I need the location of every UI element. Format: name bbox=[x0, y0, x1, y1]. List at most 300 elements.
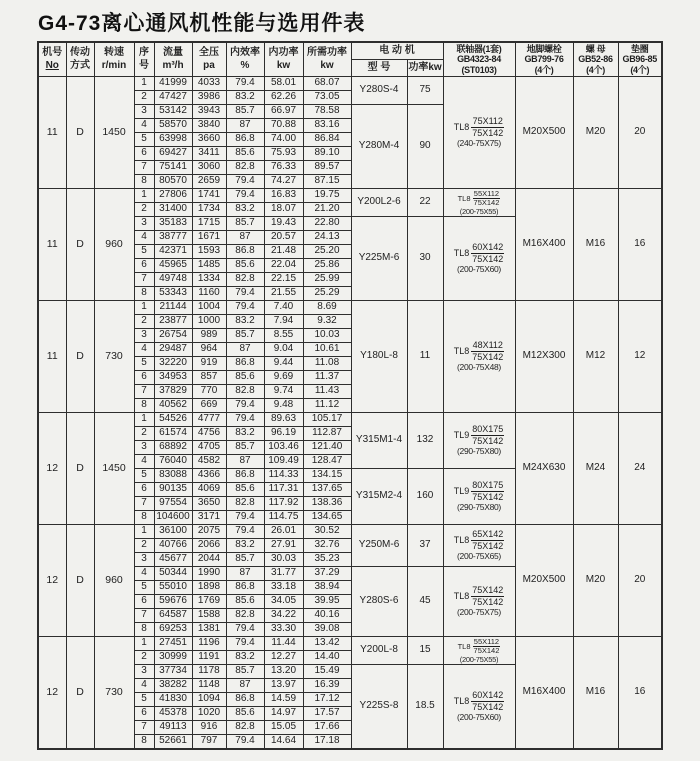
cell-required-power: 11.12 bbox=[303, 399, 351, 413]
cell-machine-no: 11 bbox=[38, 77, 66, 189]
cell-washer: 12 bbox=[618, 301, 662, 413]
cell-pressure: 1160 bbox=[192, 287, 226, 301]
cell-seq: 6 bbox=[134, 483, 154, 497]
cell-required-power: 11.37 bbox=[303, 371, 351, 385]
col-header-drive-mode: 传动 方式 bbox=[66, 42, 94, 77]
cell-washer: 16 bbox=[618, 189, 662, 301]
cell-required-power: 128.47 bbox=[303, 455, 351, 469]
cell-efficiency: 79.4 bbox=[226, 189, 264, 203]
cell-coupling: TL8 $\frac{48X112}{75X142}$ (200-75X48) bbox=[443, 301, 515, 413]
cell-pressure: 4366 bbox=[192, 469, 226, 483]
cell-flow: 31400 bbox=[154, 203, 192, 217]
cell-efficiency: 87 bbox=[226, 455, 264, 469]
cell-flow: 83088 bbox=[154, 469, 192, 483]
cell-speed: 730 bbox=[94, 301, 134, 413]
cell-motor-power: 37 bbox=[407, 525, 443, 567]
cell-seq: 8 bbox=[134, 287, 154, 301]
cell-pressure: 4705 bbox=[192, 441, 226, 455]
cell-pressure: 2659 bbox=[192, 175, 226, 189]
cell-required-power: 35.23 bbox=[303, 553, 351, 567]
cell-washer: 20 bbox=[618, 525, 662, 637]
cell-flow: 42371 bbox=[154, 245, 192, 259]
header-row-1 bbox=[38, 42, 662, 60]
cell-internal-power: 117.92 bbox=[264, 497, 303, 511]
cell-pressure: 1094 bbox=[192, 693, 226, 707]
cell-internal-power: 20.57 bbox=[264, 231, 303, 245]
cell-required-power: 11.08 bbox=[303, 357, 351, 371]
cell-anchor-bolt: M16X400 bbox=[515, 637, 573, 750]
cell-internal-power: 14.97 bbox=[264, 707, 303, 721]
col-header-motor-power: 功率kw bbox=[407, 60, 443, 77]
cell-coupling: TL8 $\frac{75X112}{75X142}$ (240-75X75) bbox=[443, 77, 515, 189]
cell-internal-power: 9.04 bbox=[264, 343, 303, 357]
cell-flow: 49113 bbox=[154, 721, 192, 735]
cell-flow: 26754 bbox=[154, 329, 192, 343]
cell-efficiency: 86.8 bbox=[226, 581, 264, 595]
cell-seq: 1 bbox=[134, 413, 154, 427]
cell-internal-power: 114.75 bbox=[264, 511, 303, 525]
cell-efficiency: 86.8 bbox=[226, 693, 264, 707]
cell-seq: 4 bbox=[134, 567, 154, 581]
cell-coupling: TL8 $\frac{60X142}{75X142}$ (200-75X60) bbox=[443, 665, 515, 750]
cell-internal-power: 62.26 bbox=[264, 91, 303, 105]
cell-seq: 7 bbox=[134, 721, 154, 735]
cell-coupling: TL8 $\frac{65X142}{75X142}$ (200-75X65) bbox=[443, 525, 515, 567]
cell-internal-power: 9.69 bbox=[264, 371, 303, 385]
cell-internal-power: 66.97 bbox=[264, 105, 303, 119]
page-title: G4-73离心通风机性能与选用件表 bbox=[38, 12, 366, 35]
cell-speed: 730 bbox=[94, 637, 134, 750]
table-row bbox=[38, 413, 662, 427]
cell-seq: 4 bbox=[134, 455, 154, 469]
cell-flow: 64587 bbox=[154, 609, 192, 623]
cell-flow: 21144 bbox=[154, 301, 192, 315]
cell-flow: 97554 bbox=[154, 497, 192, 511]
cell-seq: 4 bbox=[134, 679, 154, 693]
cell-pressure: 3060 bbox=[192, 161, 226, 175]
cell-internal-power: 16.83 bbox=[264, 189, 303, 203]
cell-required-power: 138.36 bbox=[303, 497, 351, 511]
cell-flow: 80570 bbox=[154, 175, 192, 189]
cell-motor-model: Y315M1-4 bbox=[351, 413, 407, 469]
cell-pressure: 857 bbox=[192, 371, 226, 385]
cell-efficiency: 83.2 bbox=[226, 315, 264, 329]
cell-seq: 8 bbox=[134, 623, 154, 637]
cell-seq: 2 bbox=[134, 539, 154, 553]
cell-flow: 27806 bbox=[154, 189, 192, 203]
cell-pressure: 916 bbox=[192, 721, 226, 735]
cell-seq: 1 bbox=[134, 301, 154, 315]
cell-seq: 6 bbox=[134, 147, 154, 161]
cell-internal-power: 26.01 bbox=[264, 525, 303, 539]
cell-speed: 1450 bbox=[94, 77, 134, 189]
cell-internal-power: 14.64 bbox=[264, 735, 303, 750]
col-header-washer: 垫圈 GB96-85 (4个) bbox=[618, 42, 662, 77]
cell-efficiency: 79.4 bbox=[226, 637, 264, 651]
cell-pressure: 797 bbox=[192, 735, 226, 750]
cell-required-power: 39.08 bbox=[303, 623, 351, 637]
cell-seq: 5 bbox=[134, 469, 154, 483]
cell-seq: 8 bbox=[134, 175, 154, 189]
col-header-speed: 转速 r/min bbox=[94, 42, 134, 77]
cell-motor-model: Y250M-6 bbox=[351, 525, 407, 567]
cell-seq: 8 bbox=[134, 735, 154, 750]
cell-efficiency: 83.2 bbox=[226, 203, 264, 217]
cell-seq: 4 bbox=[134, 231, 154, 245]
cell-pressure: 1898 bbox=[192, 581, 226, 595]
cell-pressure: 1734 bbox=[192, 203, 226, 217]
cell-seq: 7 bbox=[134, 609, 154, 623]
cell-required-power: 25.99 bbox=[303, 273, 351, 287]
cell-internal-power: 7.94 bbox=[264, 315, 303, 329]
cell-required-power: 10.03 bbox=[303, 329, 351, 343]
cell-pressure: 3943 bbox=[192, 105, 226, 119]
cell-efficiency: 85.7 bbox=[226, 217, 264, 231]
cell-pressure: 3840 bbox=[192, 119, 226, 133]
cell-required-power: 19.75 bbox=[303, 189, 351, 203]
cell-required-power: 87.15 bbox=[303, 175, 351, 189]
cell-seq: 6 bbox=[134, 259, 154, 273]
cell-seq: 7 bbox=[134, 497, 154, 511]
cell-internal-power: 11.44 bbox=[264, 637, 303, 651]
cell-motor-power: 45 bbox=[407, 567, 443, 637]
cell-machine-no: 11 bbox=[38, 189, 66, 301]
cell-nut: M20 bbox=[573, 525, 618, 637]
cell-pressure: 1148 bbox=[192, 679, 226, 693]
col-header-internal-power: 内功率 kw bbox=[264, 42, 303, 77]
cell-efficiency: 85.6 bbox=[226, 595, 264, 609]
cell-required-power: 17.18 bbox=[303, 735, 351, 750]
cell-motor-power: 11 bbox=[407, 301, 443, 413]
cell-internal-power: 117.31 bbox=[264, 483, 303, 497]
cell-internal-power: 19.43 bbox=[264, 217, 303, 231]
cell-pressure: 770 bbox=[192, 385, 226, 399]
cell-flow: 90135 bbox=[154, 483, 192, 497]
cell-efficiency: 87 bbox=[226, 343, 264, 357]
cell-pressure: 1593 bbox=[192, 245, 226, 259]
cell-efficiency: 79.4 bbox=[226, 623, 264, 637]
cell-pressure: 4756 bbox=[192, 427, 226, 441]
cell-coupling: TL8 $\frac{60X142}{75X142}$ (200-75X60) bbox=[443, 217, 515, 301]
cell-seq: 3 bbox=[134, 441, 154, 455]
cell-internal-power: 33.30 bbox=[264, 623, 303, 637]
cell-seq: 5 bbox=[134, 133, 154, 147]
cell-flow: 58570 bbox=[154, 119, 192, 133]
cell-required-power: 15.49 bbox=[303, 665, 351, 679]
cell-internal-power: 18.07 bbox=[264, 203, 303, 217]
cell-pressure: 4777 bbox=[192, 413, 226, 427]
cell-speed: 960 bbox=[94, 525, 134, 637]
cell-required-power: 13.42 bbox=[303, 637, 351, 651]
cell-efficiency: 85.6 bbox=[226, 147, 264, 161]
cell-internal-power: 96.19 bbox=[264, 427, 303, 441]
cell-seq: 6 bbox=[134, 595, 154, 609]
cell-seq: 7 bbox=[134, 161, 154, 175]
cell-efficiency: 86.8 bbox=[226, 245, 264, 259]
cell-required-power: 105.17 bbox=[303, 413, 351, 427]
cell-pressure: 989 bbox=[192, 329, 226, 343]
table-row bbox=[38, 301, 662, 315]
cell-seq: 4 bbox=[134, 343, 154, 357]
table-body bbox=[38, 77, 662, 750]
cell-flow: 50344 bbox=[154, 567, 192, 581]
cell-pressure: 1004 bbox=[192, 301, 226, 315]
cell-pressure: 2044 bbox=[192, 553, 226, 567]
cell-internal-power: 114.33 bbox=[264, 469, 303, 483]
cell-motor-model: Y225M-6 bbox=[351, 217, 407, 301]
cell-efficiency: 85.7 bbox=[226, 105, 264, 119]
cell-drive-mode: D bbox=[66, 77, 94, 189]
cell-internal-power: 8.55 bbox=[264, 329, 303, 343]
cell-flow: 36100 bbox=[154, 525, 192, 539]
cell-drive-mode: D bbox=[66, 637, 94, 750]
cell-internal-power: 7.40 bbox=[264, 301, 303, 315]
cell-speed: 1450 bbox=[94, 413, 134, 525]
cell-efficiency: 79.4 bbox=[226, 287, 264, 301]
cell-required-power: 25.29 bbox=[303, 287, 351, 301]
cell-nut: M24 bbox=[573, 413, 618, 525]
cell-motor-model: Y280S-4 bbox=[351, 77, 407, 105]
cell-drive-mode: D bbox=[66, 301, 94, 413]
col-header-machine-no: 机号 No bbox=[38, 42, 66, 77]
cell-motor-model: Y225S-8 bbox=[351, 665, 407, 750]
cell-required-power: 68.07 bbox=[303, 77, 351, 91]
cell-seq: 6 bbox=[134, 707, 154, 721]
cell-flow: 38282 bbox=[154, 679, 192, 693]
cell-motor-model: Y180L-8 bbox=[351, 301, 407, 413]
cell-required-power: 30.52 bbox=[303, 525, 351, 539]
cell-internal-power: 9.74 bbox=[264, 385, 303, 399]
cell-machine-no: 11 bbox=[38, 301, 66, 413]
col-header-motor-model: 型 号 bbox=[351, 60, 407, 77]
cell-required-power: 22.80 bbox=[303, 217, 351, 231]
cell-flow: 52661 bbox=[154, 735, 192, 750]
cell-flow: 76040 bbox=[154, 455, 192, 469]
cell-nut: M16 bbox=[573, 637, 618, 750]
cell-internal-power: 75.93 bbox=[264, 147, 303, 161]
cell-coupling: TL9 $\frac{80X175}{75X142}$ (290-75X80) bbox=[443, 469, 515, 525]
cell-required-power: 9.32 bbox=[303, 315, 351, 329]
cell-required-power: 73.05 bbox=[303, 91, 351, 105]
cell-internal-power: 34.22 bbox=[264, 609, 303, 623]
cell-pressure: 3411 bbox=[192, 147, 226, 161]
cell-efficiency: 83.2 bbox=[226, 91, 264, 105]
cell-nut: M16 bbox=[573, 189, 618, 301]
cell-pressure: 964 bbox=[192, 343, 226, 357]
cell-flow: 59676 bbox=[154, 595, 192, 609]
cell-pressure: 1000 bbox=[192, 315, 226, 329]
cell-pressure: 1588 bbox=[192, 609, 226, 623]
cell-motor-power: 15 bbox=[407, 637, 443, 665]
cell-efficiency: 87 bbox=[226, 679, 264, 693]
cell-motor-model: Y280S-6 bbox=[351, 567, 407, 637]
cell-motor-power: 90 bbox=[407, 105, 443, 189]
fan-spec-table bbox=[37, 41, 663, 750]
col-header-pressure: 全压 pa bbox=[192, 42, 226, 77]
cell-required-power: 21.20 bbox=[303, 203, 351, 217]
cell-efficiency: 83.2 bbox=[226, 539, 264, 553]
col-header-efficiency: 内效率 % bbox=[226, 42, 264, 77]
cell-pressure: 3171 bbox=[192, 511, 226, 525]
cell-pressure: 2066 bbox=[192, 539, 226, 553]
cell-efficiency: 85.7 bbox=[226, 441, 264, 455]
cell-washer: 20 bbox=[618, 77, 662, 189]
cell-flow: 37734 bbox=[154, 665, 192, 679]
cell-internal-power: 9.44 bbox=[264, 357, 303, 371]
table-row bbox=[38, 525, 662, 539]
cell-internal-power: 14.59 bbox=[264, 693, 303, 707]
cell-required-power: 16.39 bbox=[303, 679, 351, 693]
cell-required-power: 86.84 bbox=[303, 133, 351, 147]
cell-flow: 38777 bbox=[154, 231, 192, 245]
cell-flow: 63998 bbox=[154, 133, 192, 147]
cell-flow: 75141 bbox=[154, 161, 192, 175]
cell-required-power: 17.57 bbox=[303, 707, 351, 721]
cell-flow: 27451 bbox=[154, 637, 192, 651]
cell-internal-power: 34.05 bbox=[264, 595, 303, 609]
cell-internal-power: 31.77 bbox=[264, 567, 303, 581]
table-row bbox=[38, 637, 662, 651]
cell-flow: 30999 bbox=[154, 651, 192, 665]
cell-internal-power: 9.48 bbox=[264, 399, 303, 413]
cell-seq: 8 bbox=[134, 399, 154, 413]
cell-seq: 3 bbox=[134, 665, 154, 679]
cell-drive-mode: D bbox=[66, 189, 94, 301]
cell-seq: 2 bbox=[134, 315, 154, 329]
cell-seq: 2 bbox=[134, 651, 154, 665]
cell-flow: 23877 bbox=[154, 315, 192, 329]
cell-seq: 3 bbox=[134, 329, 154, 343]
cell-required-power: 24.13 bbox=[303, 231, 351, 245]
cell-required-power: 39.95 bbox=[303, 595, 351, 609]
cell-efficiency: 82.8 bbox=[226, 497, 264, 511]
cell-flow: 61574 bbox=[154, 427, 192, 441]
cell-motor-model: Y200L2-6 bbox=[351, 189, 407, 217]
cell-required-power: 134.65 bbox=[303, 511, 351, 525]
cell-seq: 7 bbox=[134, 273, 154, 287]
cell-pressure: 1990 bbox=[192, 567, 226, 581]
cell-coupling: TL8 $\frac{55X112}{75X142}$ (200-75X55) bbox=[443, 637, 515, 665]
cell-internal-power: 15.05 bbox=[264, 721, 303, 735]
cell-efficiency: 85.6 bbox=[226, 483, 264, 497]
cell-pressure: 1191 bbox=[192, 651, 226, 665]
cell-efficiency: 79.4 bbox=[226, 525, 264, 539]
cell-flow: 69427 bbox=[154, 147, 192, 161]
cell-flow: 55010 bbox=[154, 581, 192, 595]
cell-required-power: 89.10 bbox=[303, 147, 351, 161]
cell-required-power: 25.20 bbox=[303, 245, 351, 259]
cell-internal-power: 27.91 bbox=[264, 539, 303, 553]
cell-efficiency: 85.7 bbox=[226, 329, 264, 343]
cell-efficiency: 83.2 bbox=[226, 651, 264, 665]
cell-machine-no: 12 bbox=[38, 637, 66, 750]
cell-pressure: 669 bbox=[192, 399, 226, 413]
cell-seq: 3 bbox=[134, 105, 154, 119]
cell-flow: 40562 bbox=[154, 399, 192, 413]
cell-pressure: 4033 bbox=[192, 77, 226, 91]
cell-flow: 45378 bbox=[154, 707, 192, 721]
cell-required-power: 37.29 bbox=[303, 567, 351, 581]
cell-washer: 24 bbox=[618, 413, 662, 525]
cell-efficiency: 79.4 bbox=[226, 399, 264, 413]
cell-pressure: 3650 bbox=[192, 497, 226, 511]
cell-efficiency: 83.2 bbox=[226, 427, 264, 441]
cell-required-power: 40.16 bbox=[303, 609, 351, 623]
cell-pressure: 1485 bbox=[192, 259, 226, 273]
cell-efficiency: 82.8 bbox=[226, 161, 264, 175]
cell-seq: 5 bbox=[134, 581, 154, 595]
cell-seq: 1 bbox=[134, 77, 154, 91]
cell-coupling: TL8 $\frac{55X112}{75X142}$ (200-75X55) bbox=[443, 189, 515, 217]
cell-flow: 32220 bbox=[154, 357, 192, 371]
cell-internal-power: 76.33 bbox=[264, 161, 303, 175]
cell-flow: 68892 bbox=[154, 441, 192, 455]
cell-pressure: 1334 bbox=[192, 273, 226, 287]
cell-seq: 1 bbox=[134, 525, 154, 539]
cell-efficiency: 85.7 bbox=[226, 665, 264, 679]
cell-efficiency: 82.8 bbox=[226, 273, 264, 287]
cell-seq: 6 bbox=[134, 371, 154, 385]
cell-flow: 35183 bbox=[154, 217, 192, 231]
cell-pressure: 919 bbox=[192, 357, 226, 371]
cell-efficiency: 87 bbox=[226, 231, 264, 245]
cell-motor-power: 132 bbox=[407, 413, 443, 469]
cell-nut: M20 bbox=[573, 77, 618, 189]
cell-flow: 53142 bbox=[154, 105, 192, 119]
cell-seq: 7 bbox=[134, 385, 154, 399]
cell-efficiency: 82.8 bbox=[226, 385, 264, 399]
col-header-anchor-bolt: 地脚螺栓 GB799-76 (4个) bbox=[515, 42, 573, 77]
cell-pressure: 4069 bbox=[192, 483, 226, 497]
cell-pressure: 1196 bbox=[192, 637, 226, 651]
cell-internal-power: 30.03 bbox=[264, 553, 303, 567]
cell-motor-power: 22 bbox=[407, 189, 443, 217]
cell-internal-power: 13.20 bbox=[264, 665, 303, 679]
cell-flow: 29487 bbox=[154, 343, 192, 357]
cell-pressure: 1381 bbox=[192, 623, 226, 637]
table-row bbox=[38, 189, 662, 203]
cell-internal-power: 89.63 bbox=[264, 413, 303, 427]
cell-efficiency: 87 bbox=[226, 119, 264, 133]
cell-efficiency: 85.6 bbox=[226, 371, 264, 385]
cell-required-power: 134.15 bbox=[303, 469, 351, 483]
cell-seq: 3 bbox=[134, 217, 154, 231]
cell-internal-power: 12.27 bbox=[264, 651, 303, 665]
cell-required-power: 10.61 bbox=[303, 343, 351, 357]
cell-pressure: 3986 bbox=[192, 91, 226, 105]
cell-anchor-bolt: M16X400 bbox=[515, 189, 573, 301]
cell-pressure: 1715 bbox=[192, 217, 226, 231]
cell-internal-power: 58.01 bbox=[264, 77, 303, 91]
cell-drive-mode: D bbox=[66, 413, 94, 525]
cell-coupling: TL8 $\frac{75X142}{75X142}$ (200-75X75) bbox=[443, 567, 515, 637]
cell-pressure: 1178 bbox=[192, 665, 226, 679]
cell-internal-power: 22.04 bbox=[264, 259, 303, 273]
cell-pressure: 3660 bbox=[192, 133, 226, 147]
cell-flow: 54526 bbox=[154, 413, 192, 427]
cell-anchor-bolt: M12X300 bbox=[515, 301, 573, 413]
cell-efficiency: 86.8 bbox=[226, 133, 264, 147]
cell-required-power: 137.65 bbox=[303, 483, 351, 497]
table-row bbox=[38, 77, 662, 91]
cell-required-power: 121.40 bbox=[303, 441, 351, 455]
cell-efficiency: 79.4 bbox=[226, 735, 264, 750]
cell-flow: 41830 bbox=[154, 693, 192, 707]
cell-internal-power: 22.15 bbox=[264, 273, 303, 287]
cell-efficiency: 79.4 bbox=[226, 77, 264, 91]
cell-efficiency: 82.8 bbox=[226, 721, 264, 735]
cell-flow: 41999 bbox=[154, 77, 192, 91]
